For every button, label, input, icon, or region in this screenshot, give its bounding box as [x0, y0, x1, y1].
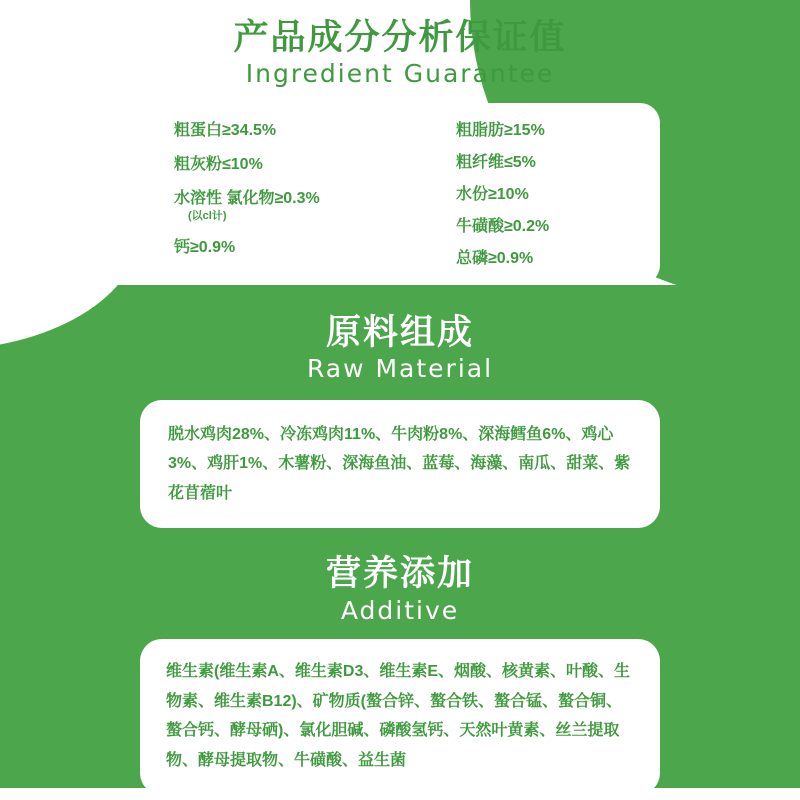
raw-material-title-en: Raw Material: [306, 354, 494, 383]
guarantee-columns: [174, 121, 626, 269]
additive-card: [140, 639, 660, 795]
additive-title-en: Additive: [340, 595, 460, 625]
guarantee-item-soluble-chloride-text: 水溶性 氯化物≥0.3%: [174, 189, 320, 207]
raw-material-heading: [0, 313, 800, 386]
raw-material-title-cn: 原料组成: [325, 312, 474, 352]
additive-title-cn: 营养添加: [325, 554, 474, 594]
raw-material-body: 脱水鸡肉28%、冷冻鸡肉11%、牛肉粉8%、深海鳕鱼6%、鸡心3%、鸡肝1%、木薯粉、深海鱼油、蓝莓、海藻、南瓜、甜菜、紫花苜蓿叶: [168, 425, 631, 502]
guarantee-item-crude-fat: 粗脂肪≥15%: [456, 121, 545, 139]
guarantee-card: [140, 103, 660, 285]
guarantee-item-total-phosphorus: 总磷≥0.9%: [456, 249, 534, 267]
additive-body: 维生素(维生素A、维生素D3、维生素E、烟酸、核黄素、叶酸、生物素、维生素B12)、矿物质(螯合锌、螯合铁、螯合锰、螯合铜、螯合钙、酵母硒)、氯化胆碱、磷酸氢钙、天然叶黄素、丝兰提取物、酵母提取物、牛磺酸、益生菌: [166, 663, 631, 769]
guarantee-item-soluble-chloride: [174, 189, 394, 224]
section-raw-material: [0, 313, 800, 529]
guarantee-item-crude-fiber: 粗纤维≤5%: [456, 153, 536, 171]
guarantee-title-en: Ingredient Guarantee: [245, 59, 555, 89]
guarantee-item-calcium: 钙≥0.9%: [174, 238, 236, 256]
guarantee-column-right: [456, 121, 626, 269]
additive-heading: [0, 554, 800, 627]
section-additive: [0, 554, 800, 795]
raw-material-card: [140, 400, 660, 529]
section-ingredient-guarantee: [0, 0, 800, 285]
guarantee-item-crude-ash: 粗灰粉≤10%: [174, 155, 263, 173]
guarantee-item-soluble-chloride-note: (以cl计): [188, 209, 227, 222]
guarantee-item-moisture: 水份≥10%: [456, 185, 529, 203]
guarantee-column-left: [174, 121, 394, 269]
guarantee-item-taurine: 牛磺酸≥0.2%: [456, 217, 550, 235]
guarantee-heading: [0, 18, 800, 91]
guarantee-title-cn: 产品成分分析保证值: [233, 18, 567, 57]
guarantee-item-crude-protein: 粗蛋白≥34.5%: [174, 121, 277, 139]
